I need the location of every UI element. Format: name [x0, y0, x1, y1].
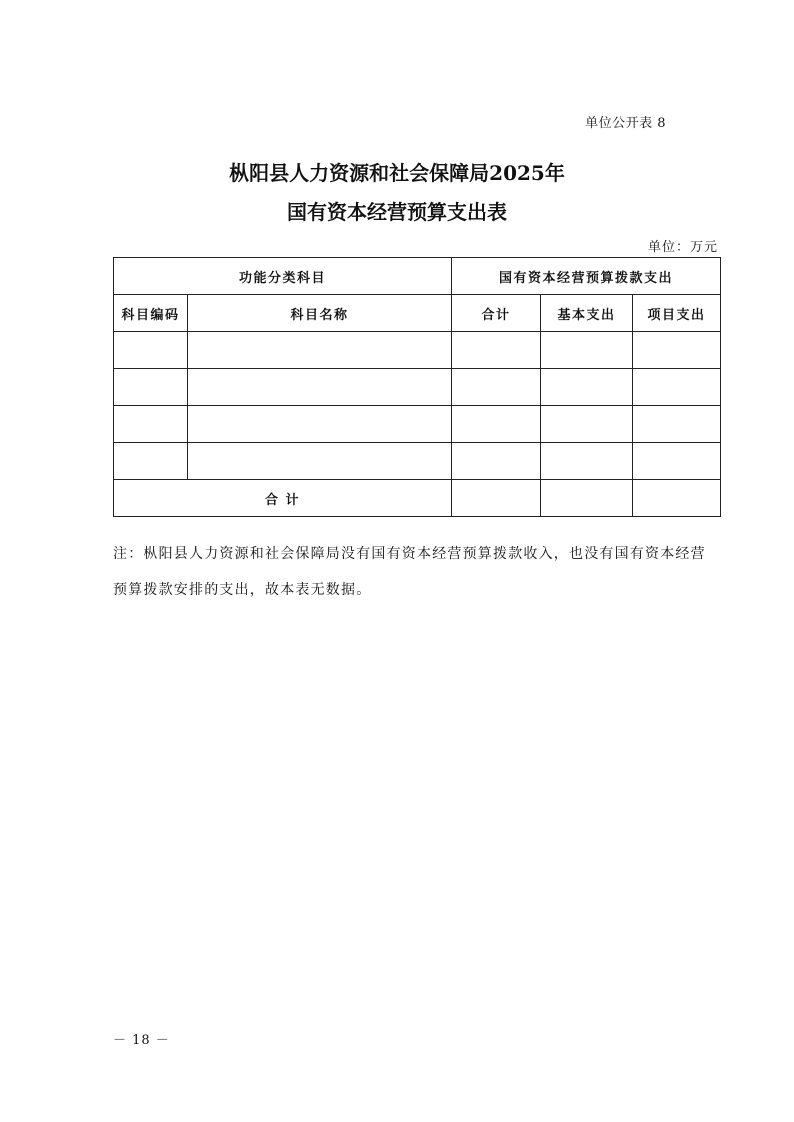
cell-code: [114, 332, 188, 369]
total-row-label: 合 计: [114, 480, 452, 517]
column-header-total: 合计: [452, 295, 541, 332]
table-note: 注：枞阳县人力资源和社会保障局没有国有资本经营预算拨款收入，也没有国有资本经营预算拨款安排的支出，故本表无数据。: [113, 546, 706, 598]
cell-name: [188, 443, 452, 480]
cell-name: [188, 332, 452, 369]
table-row: [114, 443, 721, 480]
cell-basic: [541, 406, 633, 443]
header-functional-classification: 功能分类科目: [114, 258, 452, 295]
total-cell-basic: [541, 480, 633, 517]
document-title-line2: 国有资本经营预算支出表: [287, 200, 507, 224]
column-header-basic: 基本支出: [541, 295, 633, 332]
document-title-line1: 枞阳县人力资源和社会保障局2025年: [229, 161, 565, 185]
table-row: [114, 369, 721, 406]
group-header-row: [114, 258, 721, 295]
table-row: [114, 332, 721, 369]
cell-basic: [541, 332, 633, 369]
unit-label: 单位：万元: [647, 240, 718, 255]
cell-total: [452, 406, 541, 443]
budget-table: [113, 257, 721, 517]
table-row: [114, 406, 721, 443]
cell-name: [188, 369, 452, 406]
cell-code: [114, 406, 188, 443]
column-header-row: [114, 295, 721, 332]
column-header-code: 科目编码: [114, 295, 188, 332]
header-state-capital-expenditure: 国有资本经营预算拨款支出: [452, 258, 721, 295]
cell-total: [452, 332, 541, 369]
column-header-project: 项目支出: [633, 295, 721, 332]
form-label: 单位公开表 8: [585, 116, 666, 131]
cell-project: [633, 443, 721, 480]
cell-name: [188, 406, 452, 443]
cell-code: [114, 443, 188, 480]
cell-code: [114, 369, 188, 406]
column-header-name: 科目名称: [188, 295, 452, 332]
total-cell-total: [452, 480, 541, 517]
cell-basic: [541, 443, 633, 480]
cell-project: [633, 406, 721, 443]
page-number: － 18 －: [113, 1033, 170, 1048]
cell-project: [633, 369, 721, 406]
total-row: [114, 480, 721, 517]
cell-project: [633, 332, 721, 369]
cell-total: [452, 369, 541, 406]
cell-basic: [541, 369, 633, 406]
total-cell-project: [633, 480, 721, 517]
cell-total: [452, 443, 541, 480]
